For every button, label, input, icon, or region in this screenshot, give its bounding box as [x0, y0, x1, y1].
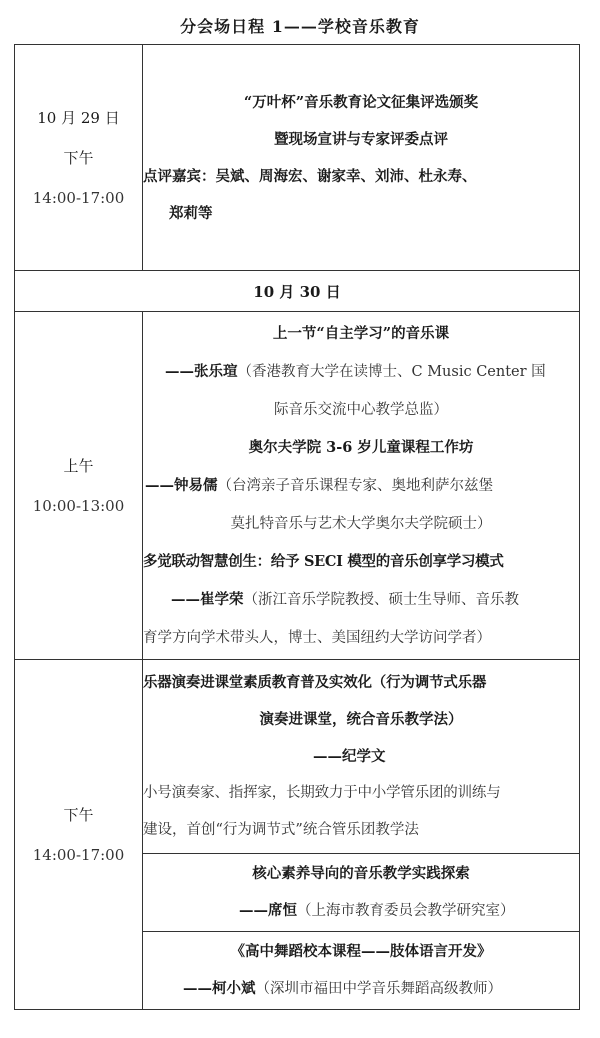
- speaker-line: [143, 581, 579, 619]
- date-label: 10 月 29 日: [37, 108, 120, 127]
- time-cell-oct29: [15, 45, 143, 271]
- judges-line: 郑莉等: [169, 204, 213, 222]
- table-row: [15, 45, 580, 271]
- session-title: 乐器演奏进课堂素质教育普及实效化（行为调节式乐器: [143, 674, 487, 691]
- speaker-bio: 建设，首创“行为调节式”统合管乐团教学法: [143, 822, 419, 838]
- speaker-affiliation: （深圳市福田中学音乐舞蹈高级教师）: [255, 981, 502, 997]
- date-row-oct30: 10 月 30 日: [15, 271, 580, 312]
- table-row: [15, 660, 580, 854]
- session-title: “万叶杯”音乐教育论文征集评选颁奖: [243, 93, 479, 111]
- session-title: 多觉联动智慧创生：给予 SECI 模型的音乐创享学习模式: [143, 552, 504, 570]
- session-cell-dance: [143, 932, 580, 1010]
- speaker-affiliation: 际音乐交流中心教学总监）: [274, 401, 448, 418]
- session-title: 核心素养导向的音乐教学实践探索: [252, 865, 470, 882]
- period-label: 上午: [63, 456, 94, 475]
- time-range: 14:00-17:00: [32, 188, 125, 207]
- session-cell-core-literacy: [143, 854, 580, 932]
- time-cell-morning: [15, 312, 143, 660]
- schedule-table: [14, 44, 580, 1010]
- session-subtitle: 暨现场宣讲与专家评委点评: [274, 130, 448, 148]
- speaker-name: ——钟易儒: [145, 476, 218, 494]
- speaker-line: [143, 353, 579, 391]
- session-title: 演奏进课堂，统合音乐教学法）: [259, 711, 463, 728]
- speaker-affiliation: （台湾亲子音乐课程专家、奥地利萨尔兹堡: [217, 477, 493, 494]
- session-cell-award: [143, 45, 580, 271]
- session-cell-instrument: [143, 660, 580, 854]
- table-row: [15, 271, 580, 312]
- speaker-line: [143, 970, 579, 1008]
- speaker-name: ——张乐瑄: [165, 362, 238, 380]
- speaker-affiliation: 育学方向学术带头人，博士、美国纽约大学访问学者）: [143, 629, 491, 646]
- period-label: 下午: [63, 805, 94, 824]
- table-row: [15, 312, 580, 660]
- speaker-bio: 小号演奏家、指挥家，长期致力于中小学管乐团的训练与: [143, 785, 501, 801]
- time-cell-afternoon: [15, 660, 143, 1010]
- speaker-name: ——柯小斌: [183, 980, 256, 997]
- period-label: 下午: [63, 148, 94, 167]
- speaker-affiliation: （香港教育大学在读博士、C Music Center 国: [237, 363, 546, 380]
- time-range: 14:00-17:00: [32, 845, 125, 864]
- speaker-name: ——席恒: [239, 902, 297, 919]
- speaker-line: [143, 467, 579, 505]
- speaker-line: [143, 892, 579, 930]
- time-range: 10:00-13:00: [32, 496, 125, 515]
- speaker-name: ——崔学荣: [171, 590, 244, 608]
- session-title: 奥尔夫学院 3-6 岁儿童课程工作坊: [248, 438, 474, 456]
- page-title: 分会场日程 1——学校音乐教育: [180, 17, 420, 36]
- session-cell-morning: [143, 312, 580, 660]
- session-title: 《高中舞蹈校本课程——肢体语言开发》: [230, 943, 492, 960]
- speaker-affiliation: （上海市教育委员会教学研究室）: [297, 903, 515, 919]
- speaker-name: ——纪学文: [313, 748, 386, 765]
- speaker-affiliation: （浙江音乐学院教授、硕士生导师、音乐教: [243, 591, 519, 608]
- judges-line: 点评嘉宾：吴斌、周海宏、谢家幸、刘沛、杜永寿、: [143, 167, 477, 185]
- session-title: 上一节“自主学习”的音乐课: [272, 324, 450, 342]
- speaker-affiliation: 莫扎特音乐与艺术大学奥尔夫学院硕士）: [230, 515, 492, 532]
